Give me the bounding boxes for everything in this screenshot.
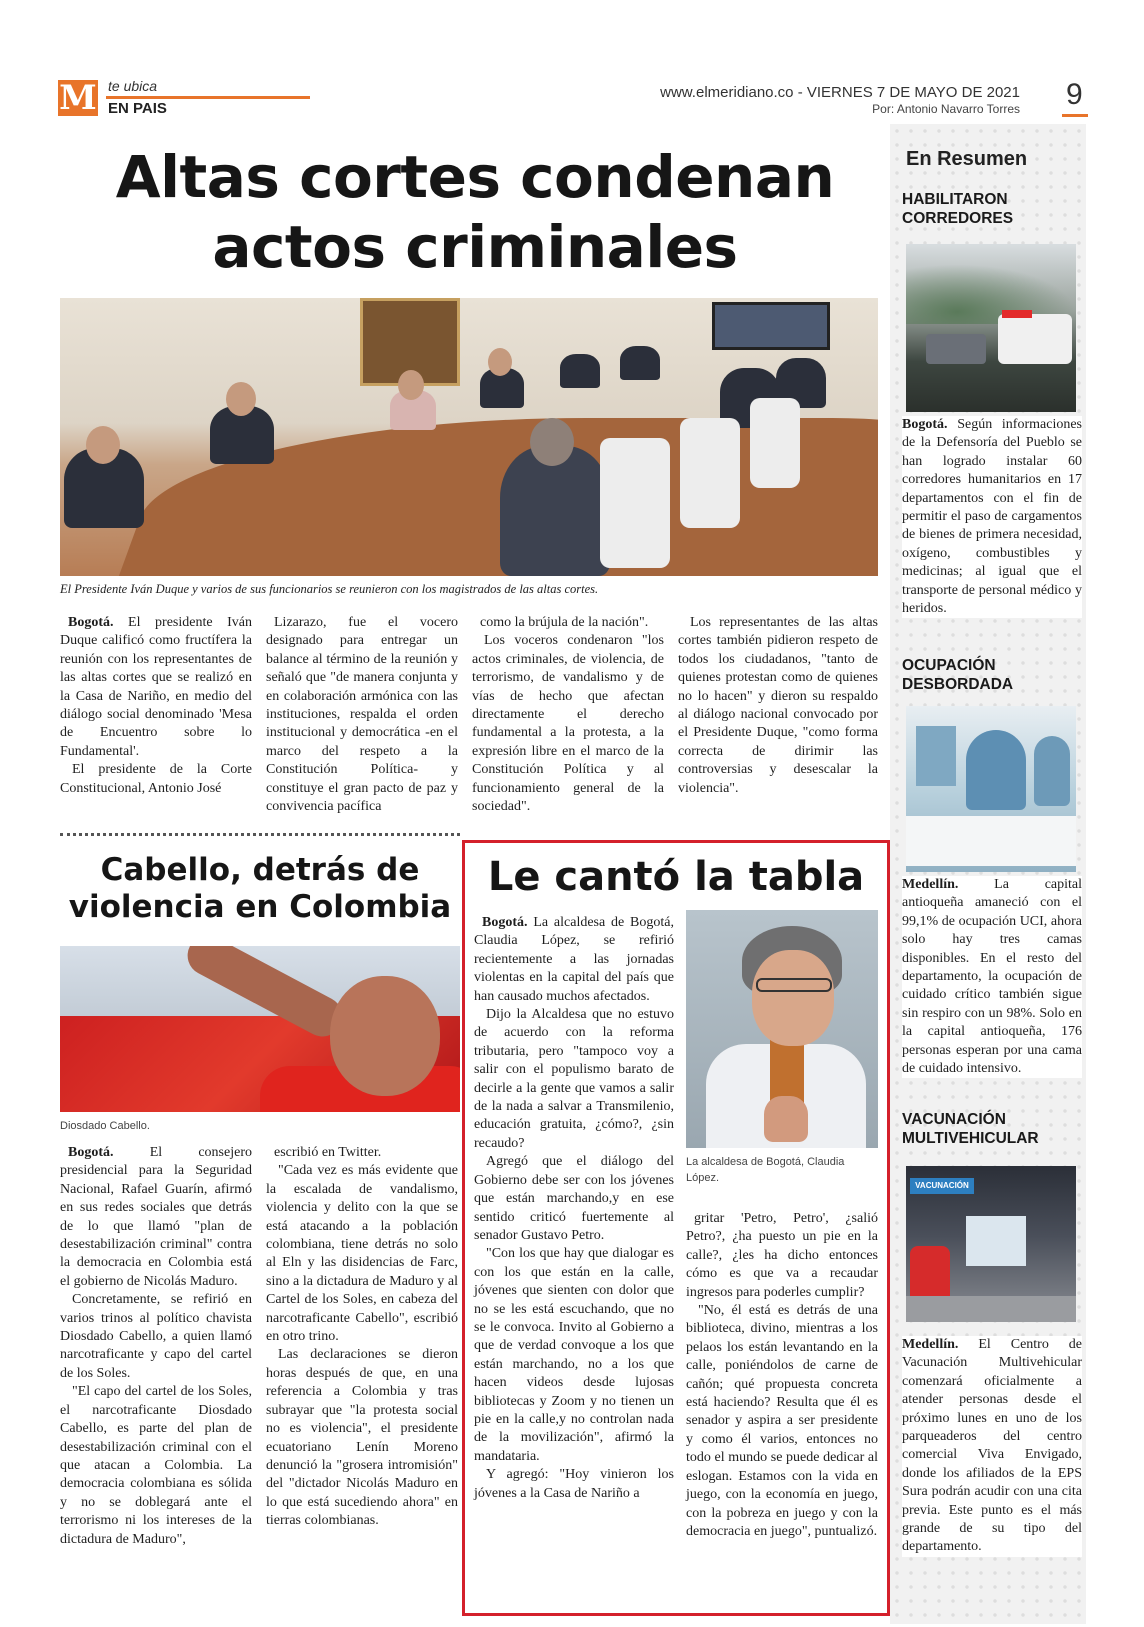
main-article-col3 bbox=[472, 614, 664, 816]
paragraph: escribió en Twitter. bbox=[274, 1145, 382, 1160]
person-head-shape bbox=[398, 370, 424, 400]
paragraph: Agregó que el diálogo del Gobierno debe ser con los jóvenes que están marchando,y en ese sentido criticó fuertemente al senador Gustavo Petro. bbox=[474, 1154, 674, 1243]
main-article-col2 bbox=[266, 614, 458, 816]
paragraph: El presidente de la Corte Constitucional, Antonio José bbox=[60, 762, 252, 796]
paragraph: "No, él está es detrás de una biblioteca, divino, mientras a los pelaos los están levantando en la calle, poniéndolos de carne de cañón; qué propuesta concreta está haciendo? Resulta que él es senador y aspira a ser presidente y como él varios, entonces no todo el mundo se puede dedicar al eslogan. Estamos con la vida en juego, con la economía en juego, con la pobreza en juego y con la democracia en juego", puntualizó. bbox=[686, 1303, 878, 1539]
paragraph: Las declaraciones se dieron horas después de que, en una referencia a Colombia y tras subrayar que "la protesta social no es violencia", el presidente ecuatoriano Lenín Moreno denunció la "grosera intromisión" del "dictador Nicolás Maduro en lo que está sucediendo ahora" en tierras colombianas. bbox=[266, 1347, 458, 1529]
cabello-col1 bbox=[60, 1144, 252, 1549]
section-kicker: te ubica bbox=[108, 78, 158, 94]
sidebar-text bbox=[902, 876, 1082, 1078]
face-shape bbox=[330, 976, 440, 1096]
paragraph: Lizarazo, fue el vocero designado para entregar un balance al término de la reunión y señaló que "de manera conjunta y en colaboración armónica con las instituciones, respalda el orden institucional y democrática -en el marco del respeto a la Constitución Política- y constituye el gran pacto de paz y convivencia pacífica bbox=[266, 615, 458, 815]
paragraph: "El capo del cartel de los Soles, el narcotraficante Diosdado Cabello, es parte del plan de desestabilización criminal con el que atacan a Colombia. La democracia colombiana es sólida y no se doblegará ante el terrorismo ni los intereses de la dictadura de Maduro", bbox=[60, 1384, 252, 1547]
face-shape bbox=[752, 950, 834, 1046]
sidebar-text bbox=[902, 1336, 1082, 1557]
chair-shape bbox=[680, 418, 740, 528]
dotted-separator bbox=[60, 833, 460, 836]
main-headline-line1: Altas cortes condenan bbox=[115, 143, 835, 211]
corridor-photo bbox=[906, 244, 1076, 412]
medic-shape bbox=[1034, 736, 1070, 806]
equipment-shape bbox=[916, 726, 956, 786]
paragraph: gritar 'Petro, Petro', ¿salió Petro?, ¿ha puesto un pie en la calle?, ¿les ha dicho entonces cómo es que va a recaudar ingresos para poderles cumplir? bbox=[686, 1211, 878, 1300]
page-number: 9 bbox=[1066, 78, 1083, 111]
dateline: Bogotá. bbox=[68, 1145, 114, 1160]
tabla-col2 bbox=[686, 1210, 878, 1541]
vehicles-shape bbox=[926, 334, 986, 364]
person-head-shape bbox=[86, 426, 120, 464]
lopez-photo bbox=[686, 910, 878, 1148]
tents-shape bbox=[966, 1216, 1026, 1266]
bed-shape bbox=[906, 816, 1076, 866]
meeting-photo bbox=[60, 298, 878, 576]
section-rule bbox=[106, 96, 310, 99]
sidebar-text bbox=[902, 416, 1082, 618]
person-shape bbox=[620, 346, 660, 380]
header-date-line: www.elmeridiano.co - VIERNES 7 DE MAYO DE 2021 bbox=[660, 84, 1020, 101]
sidebar-heading-line: OCUPACIÓN bbox=[902, 657, 996, 674]
icu-photo bbox=[906, 706, 1076, 872]
cabello-photo bbox=[60, 946, 460, 1112]
dateline: Medellín. bbox=[902, 1337, 959, 1352]
paragraph: Según informaciones de la Defensoría del Pueblo se han logrado instalar 60 corredores humanitarios en 17 departamentos con el fin de permitir el paso de cargamentos de bienes de primera necesidad, oxígeno, combustibles y medicinas; al igual que el transporte de personal médico y heridos. bbox=[902, 417, 1082, 617]
person-head-shape bbox=[530, 418, 574, 466]
screen-shape bbox=[712, 302, 830, 350]
person-head-shape bbox=[226, 382, 256, 416]
sidebar-heading-line: VACUNACIÓN bbox=[902, 1111, 1006, 1128]
sidebar-heading-line: HABILITARON bbox=[902, 191, 1008, 208]
cabello-photo-caption: Diosdado Cabello. bbox=[60, 1120, 150, 1132]
page-number-rule bbox=[1062, 114, 1088, 117]
paragraph: La capital antioqueña amaneció con el 99,1% de ocupación UCI, ahora solo hay tres camas disponibles. En el resto del departamento, la ocupación de cuidado crítico también sigue sin respiro con un 98%. Solo en la capital antioqueña, 176 personas esperan por una cama de cuidado intensivo. bbox=[902, 877, 1082, 1077]
paragraph: "Con los que hay que dialogar es con los que están en la calle, jóvenes que sienten con dolor que no se les está escuchando, que no se le convoca. Invito al Gobierno a que de verdad convoque a los que están marchando, no a los que hacen videos desde lujosas bibliotecas y Zoom y no tienen un pie en la calle,y no controlan nada de la movilización", afirmó la mandataria. bbox=[474, 1246, 674, 1464]
person-shape bbox=[560, 354, 600, 388]
hands-shape bbox=[764, 1096, 808, 1142]
sidebar-heading-line: DESBORDADA bbox=[902, 676, 1014, 693]
paragraph: como la brújula de la nación". bbox=[480, 615, 649, 630]
paragraph: El Centro de Vacunación Multivehicular comenzará oficialmente a atender personas desde el próximo lunes en uno de los parqueaderos del centro comercial Viva Envigado, donde los afiliados de la EPS Sura podrán acudir con una cita previa. Este punto es el más grande de su tipo del departamento. bbox=[902, 1337, 1082, 1555]
chair-shape bbox=[750, 398, 800, 488]
cabello-headline bbox=[60, 852, 460, 926]
cabello-col2 bbox=[266, 1144, 458, 1531]
meeting-photo-caption: El Presidente Iván Duque y varios de sus funcionarios se reunieron con los magistrados de las altas cortes. bbox=[60, 582, 599, 596]
sidebar-title: En Resumen bbox=[906, 148, 1028, 170]
sidebar-heading-line: MULTIVEHICULAR bbox=[902, 1130, 1039, 1147]
sidebar-heading bbox=[902, 1110, 1082, 1148]
section-name: EN PAIS bbox=[108, 100, 167, 117]
person-head-shape bbox=[488, 348, 512, 376]
lopez-photo-caption: La alcaldesa de Bogotá, Claudia López. bbox=[686, 1156, 845, 1184]
main-headline-line2: actos criminales bbox=[212, 213, 738, 281]
paragraph: Y agregó: "Hoy vinieron los jóvenes a la Casa de Nariño a bbox=[474, 1467, 674, 1501]
tabla-col1 bbox=[474, 914, 674, 1503]
paragraph: Los voceros condenaron "los actos criminales, de violencia, de terrorismo, de vandalismo y de vías de hecho que afectan directamente el derecho fundamental a la protesta, a la expresión libre en el marco de la Constitución Política y al funcionamiento general de la sociedad". bbox=[472, 633, 664, 815]
paragraph: El presidente Iván Duque calificó como fructífera la reunión con los representantes de las altas cortes que se realizó en la Casa de Nariño, en medio del diálogo social denominado 'Mesa de Encuentro sobre lo Fundamental'. bbox=[60, 615, 252, 759]
dateline: Bogotá. bbox=[482, 915, 528, 930]
main-article-col1 bbox=[60, 614, 252, 798]
tabla-headline: Le cantó la tabla bbox=[487, 854, 865, 900]
vaccination-photo bbox=[906, 1166, 1076, 1322]
paragraph: Concretamente, se refirió en varios trinos al político chavista Diosdado Cabello, a quien llamó narcotraficante y capo del cartel de los Soles. bbox=[60, 1292, 252, 1381]
cabello-headline-line1: Cabello, detrás de bbox=[100, 852, 420, 888]
truck-shape bbox=[998, 314, 1072, 364]
newspaper-logo: M bbox=[59, 78, 97, 118]
chair-shape bbox=[600, 438, 670, 568]
main-headline bbox=[60, 142, 890, 282]
glasses-shape bbox=[756, 978, 832, 992]
paragraph: El consejero presidencial para la Seguridad Nacional, Rafael Guarín, afirmó en sus redes sociales que detrás de lo que llamó "plan de desestabilización criminal" contra la democracia en Colombia está el gobierno de Nicolás Maduro. bbox=[60, 1145, 252, 1289]
paragraph: "Cada vez es más evidente que la escalada de vandalismo, violencia y delito con la que se está atacando a la población colombiana, tiene detrás no solo al Eln y las disidencias de Farc, sino a la dictadura de Maduro y al Cartel de los Soles, en cabeza del narcotraficante Cabello", escribió en otro trino. bbox=[266, 1163, 458, 1345]
paragraph: Dijo la Alcaldesa que no estuvo de acuerdo con la reforma tributaria, pero "tampoco voy a salir con el populismo barato de decirle a la gente que vamos a salir de la nada a salvar a Transmilenio, educación gratuita, ¿cómo?, ¿sin recaudo? bbox=[474, 1007, 674, 1151]
main-article-col4 bbox=[678, 614, 878, 798]
sidebar-heading-line: CORREDORES bbox=[902, 210, 1014, 227]
sidebar-heading bbox=[902, 190, 1082, 228]
medic-shape bbox=[966, 730, 1026, 810]
dateline: Medellín. bbox=[902, 877, 959, 892]
floor-shape bbox=[906, 1296, 1076, 1322]
paragraph: Los representantes de las altas cortes también pidieron respeto de todos los ciudadanos, "tanto de quienes protestan como de quienes no lo hacen" y dieron su respaldo al diálogo nacional convocado por el Presidente Duque, "como forma correcta de dirimir las controversias y desescalar la violencia". bbox=[678, 615, 878, 796]
sidebar-heading bbox=[902, 656, 1082, 694]
cabello-headline-line2: violencia en Colombia bbox=[68, 889, 452, 925]
siren-shape bbox=[1002, 310, 1032, 318]
vaccination-sign: VACUNACIÓN bbox=[910, 1178, 974, 1194]
dateline: Bogotá. bbox=[68, 615, 114, 630]
header-author: Por: Antonio Navarro Torres bbox=[872, 102, 1020, 116]
paragraph: La alcaldesa de Bogotá, Claudia López, se refirió recientemente a las jornadas violentas en la capital del país que han causado muchos afectados. bbox=[474, 915, 674, 1004]
dateline: Bogotá. bbox=[902, 417, 948, 432]
